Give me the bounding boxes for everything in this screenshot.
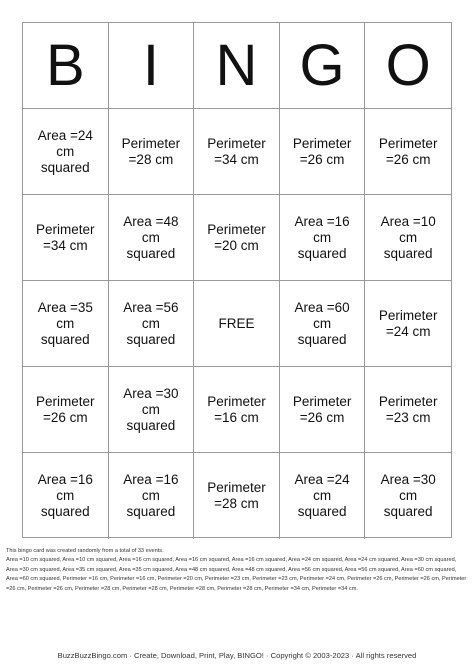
bingo-cell: Area =24 cm squared: [280, 453, 366, 539]
bingo-cell: Perimeter =34 cm: [194, 109, 280, 195]
header-letter-o: O: [365, 23, 451, 109]
footer-credits: BuzzBuzzBingo.com · Create, Download, Print, Play, BINGO! · Copyright © 2003-2023 · All rights reserved: [57, 651, 417, 660]
bingo-cell: Perimeter =26 cm: [365, 109, 451, 195]
bingo-cell: Perimeter =34 cm: [23, 195, 109, 281]
bingo-cell: Perimeter =26 cm: [23, 367, 109, 453]
bingo-cell: Area =24 cm squared: [23, 109, 109, 195]
bingo-cell: Area =60 cm squared: [280, 281, 366, 367]
bingo-cell: Area =30 cm squared: [380, 472, 436, 519]
header-letter-b: B: [23, 23, 109, 109]
bingo-cell: Perimeter =26 cm: [280, 109, 366, 195]
header-letter-g: G: [280, 23, 366, 109]
bingo-card: [22, 22, 452, 538]
bingo-cell: Area =30 cm squared: [109, 367, 195, 453]
bingo-cell: Area =56 cm squared: [109, 281, 195, 367]
bingo-cell: Perimeter =24 cm: [365, 281, 451, 367]
bingo-cell: Area =16 cm squared: [280, 195, 366, 281]
bingo-cell: Area =35 cm squared: [23, 281, 109, 367]
header-letter-n: N: [194, 23, 280, 109]
bingo-cell: Area =10 cm squared: [365, 195, 451, 281]
bingo-cell: Perimeter =20 cm: [194, 195, 280, 281]
bingo-cell: Area =16 cm squared: [23, 453, 109, 539]
bingo-cell: Perimeter =23 cm: [365, 367, 451, 453]
bingo-cell: Perimeter =28 cm: [194, 453, 280, 539]
bingo-cell: Area =48 cm squared: [109, 195, 195, 281]
bingo-cell: Area =16 cm squared: [109, 453, 195, 539]
bingo-cell: Perimeter =26 cm: [280, 367, 366, 453]
bingo-cell: Perimeter =28 cm: [109, 109, 195, 195]
free-space-cell: FREE: [194, 281, 280, 367]
bingo-cell: Perimeter =16 cm: [194, 367, 280, 453]
header-letter-i: I: [109, 23, 195, 109]
events-note: This bingo card was created randomly from a total of 33 events. Area =10 cm squared, Area =10 cm squared, Area =16 cm squared, Area =16 cm squared, Area =16 cm squared, Area =24 cm squared, Area =24 cm squared, Area =30 cm squared, Area =30 cm squared, Area =35 cm squared, Area =35 cm squared, Area =48 cm squared, Area =48 cm squared, Area =56 cm squared, Area =56 cm squared, Area =60 cm squared, Area =60 cm squared, Perimeter =16 cm, Perimeter =16 cm, Perimeter =20 cm, Perimeter =23 cm, Perimeter =23 cm, Perimeter =24 cm, Perimeter =26 cm, Perimeter =26 cm, Perimeter =26 cm, Perimeter =26 cm, Perimeter =28 cm, Perimeter =28 cm, Perimeter =28 cm, Perimeter =28 cm, Perimeter =34 cm, Perimeter =34 cm.: [6, 548, 467, 592]
